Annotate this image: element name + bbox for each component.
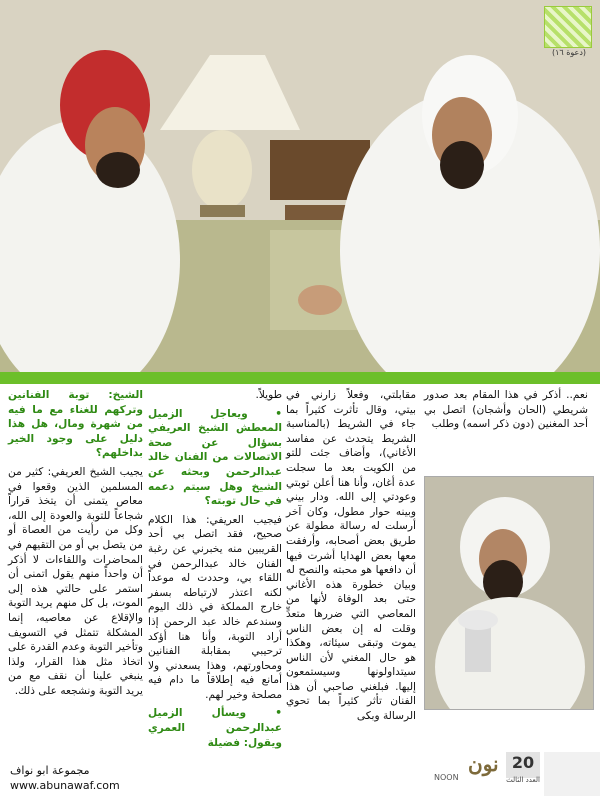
footer-gray-strip: [544, 752, 600, 796]
column-4: [8, 388, 143, 702]
column-1: [424, 388, 588, 436]
column-3: [148, 388, 282, 754]
question-2: • ويسأل الزميل عبدالرحمن العمري ويقول: فضيلة: [148, 707, 282, 749]
accent-bar: [0, 372, 600, 384]
question-3-continued: الشيخ: توبة الفنانين وتركهم للغناء مع ما فيه من شهرة ومال، هل هذا دليل على وجود الخير بداخلهم؟: [8, 389, 143, 460]
noon-latin-logo: NOON: [434, 773, 459, 782]
watermark-line-1: مجموعة ابو نواف: [10, 764, 90, 777]
photo-two-men-seated-icon: [0, 0, 600, 375]
question-1: • ويعاجل الزميل المعطش الشيخ العريفي بسؤال عن صحة الاتصالات من الفنان خالد عبدالرحمن وبحثه عن الشيخ وهل سيتم دعمه في حال توبته؟: [148, 407, 282, 508]
main-photo: [0, 0, 600, 375]
photo-man-holding-trophy-icon: [425, 477, 593, 709]
answer-3: يجيب الشيخ العريفي: كثير من المسلمين الذين وقعوا في معاص يتمنى أن يتخذ قراراً شجاعاً للتوبة والعودة إلى الله، وكل من رأيت من العصاة أو من يتصل بي أو من التقيهم في المحاضرات واللقاءات لا أذكر أن واحداً منهم يقول اتمنى أن استمر على حالتي هذه إلى الموت، بل كل منهم يريد التوبة والإقلاع عن معاصيه، إنما المشكلة تتمثل في التسويف وتأخير التوبة وعدم القدرة على اتخاذ مثل هذا القرار، ولذا ينبغي علينا أن نقف مع من يريد التوبة ونشجعه على ذلك.: [8, 465, 143, 697]
page-number: 20: [506, 752, 540, 778]
issue-label: العدد الثالث: [506, 776, 540, 784]
column-1-text: نعم.. أذكر في هذا المقام بعد صدور شريطي (الحان وأشجان) اتصل بي أحد المغنين (دون ذكر اسمه) وطلب: [424, 389, 588, 431]
magazine-corner-logo: [544, 6, 592, 48]
answer-1: فيجيب العريفي: هذا الكلام صحيح، فقد اتصل بي أحد القريبين منه يخبرني عن رغبة الفنان خالد عبدالرحمن في اللقاء بي، وحددت له موعداً لكنه اعتذر لارتباطه بسفر خارج المملكة في ذلك اليوم وسندعم خالد عبد الرحمن إذا أراد التوبة، وأنا هنا أؤكد ترحيبي بمقابلة الفنانين ومحاورتهم، وهذا يسعدني ولا أمانع فيه إطلاقاً ما دام فيه مصلحة وخير لهم.: [148, 513, 282, 701]
column-3-intro: طويلاً.: [255, 389, 282, 401]
inset-photo: [424, 476, 594, 710]
watermark-line-2[interactable]: www.abunawaf.com: [10, 779, 120, 792]
column-2-text: مقابلتي، وفعلاً زارني في بيتي، وقال تأثرت كثيراً بما جاء في الشريط (بالمناسبة الشريط يتحدث عن مفاسد الأغاني)، وأضاف جئت للتو من الكويت بعد ما سجلت عدة أغان، وأنا هنا أعلن توبتي وعودتي إلى الله. ودار بيني وبينه حوار مطول، وكان آخر أرسلت له رسالة مطولة عن طريق بعض أصحابه، وأرفقت معها بعض الهدايا أشرت فيها أن دافعها هو محبته والنصح له وبيان خطورة هذه الأغاني حتى بعد الوفاة لأنها من المعاصي التي ضررها متعدٍّ وقلت له إن بعض الناس يموت وتبقى سيئاته، وهكذا هو حال المغني لأن الناس سيتداولونها وسيستمعون إليها. فبلغني صاحبي أن هذا الفنان تأثر كثيراً بما تحوي الرسالة وبكى: [286, 389, 416, 723]
corner-caption: (دعوة ١٦): [551, 48, 586, 57]
column-2: [286, 388, 416, 728]
noon-logo: نون: [468, 752, 499, 776]
